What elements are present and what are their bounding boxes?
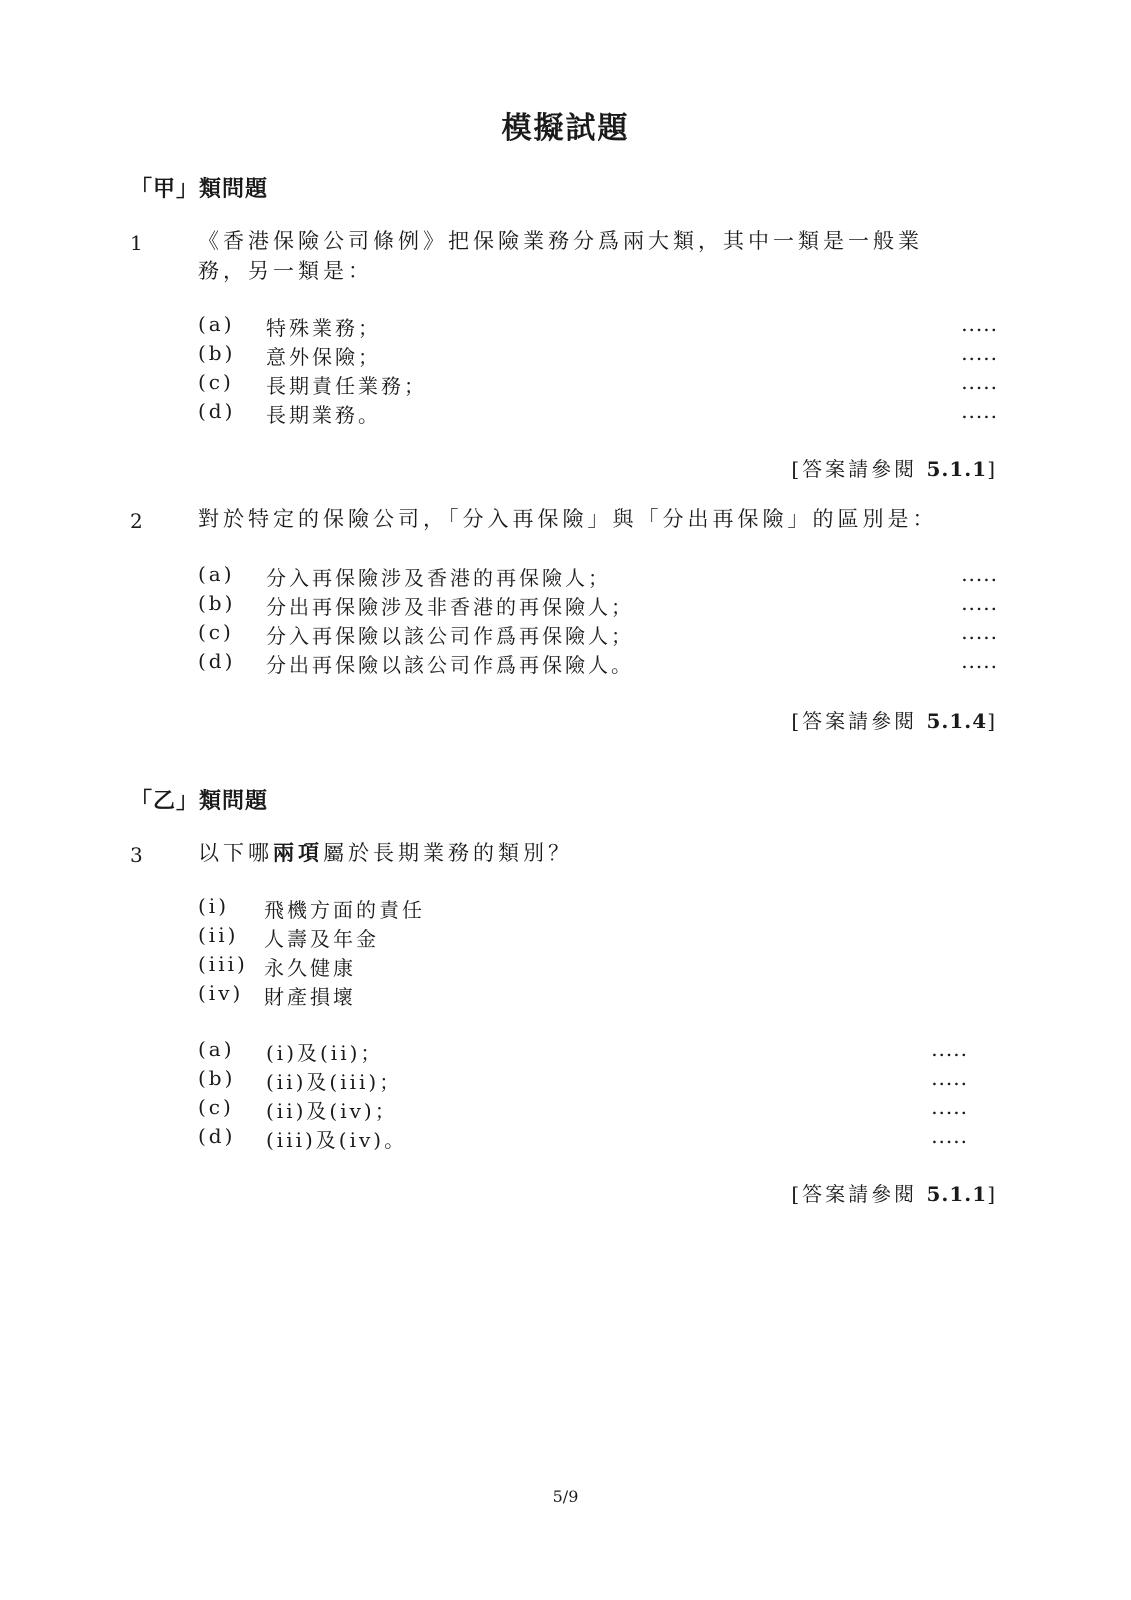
question-text	[198, 504, 998, 534]
reference-number: 5.1.4	[926, 709, 988, 733]
option-key: (b)	[198, 341, 236, 365]
answer-option	[198, 341, 998, 370]
reference-number: 5.1.1	[926, 1182, 988, 1206]
question-number: 3	[130, 843, 143, 867]
question-text-before: 以下哪	[198, 841, 273, 865]
question-text	[198, 226, 998, 286]
statement-key: (ii)	[198, 923, 239, 947]
question-text	[198, 838, 998, 868]
answer-option	[198, 370, 998, 399]
option-dots: .....	[961, 370, 998, 394]
statement-text: 飛機方面的責任	[264, 898, 425, 922]
option-dots: .....	[931, 1124, 968, 1148]
option-dots: .....	[961, 312, 998, 336]
option-dots: .....	[931, 1066, 968, 1090]
option-text: 分出再保險以該公司作爲再保險人。	[266, 653, 634, 677]
statement-text: 永久健康	[264, 956, 356, 980]
statement-text: 財產損壞	[264, 985, 356, 1009]
answer-reference	[791, 705, 998, 734]
answer-option	[198, 649, 998, 678]
option-key: (a)	[198, 562, 235, 586]
option-text: (ii)及(iv)；	[266, 1099, 398, 1123]
option-key: (a)	[198, 1037, 235, 1061]
reference-number: 5.1.1	[926, 457, 988, 481]
option-text: (ii)及(iii)；	[266, 1070, 403, 1094]
option-key: (c)	[198, 620, 234, 644]
option-text: 長期責任業務；	[266, 374, 427, 398]
option-dots: .....	[961, 649, 998, 673]
answer-option	[198, 1095, 968, 1124]
reference-suffix: ]	[987, 709, 998, 733]
option-text: 分入再保險以該公司作爲再保險人；	[266, 624, 634, 648]
question-text-line: 對於特定的保險公司，「分入再保險」與「分出再保險」的區別是：	[198, 507, 938, 531]
statement-key: (i)	[198, 894, 230, 918]
option-dots: .....	[961, 399, 998, 423]
answer-option	[198, 620, 998, 649]
option-dots: .....	[961, 341, 998, 365]
statement-text: 人壽及年金	[264, 927, 379, 951]
statement-key: (iv)	[198, 981, 244, 1005]
answer-option	[198, 399, 998, 428]
answer-option	[198, 312, 998, 341]
question-text-after: 屬於長期業務的類別？	[323, 841, 573, 865]
reference-prefix: [答案請參閱	[791, 457, 927, 481]
reference-suffix: ]	[987, 1182, 998, 1206]
option-text: 意外保險；	[266, 345, 381, 369]
option-text: 分入再保險涉及香港的再保險人；	[266, 566, 611, 590]
reference-prefix: [答案請參閱	[791, 1182, 927, 1206]
option-key: (b)	[198, 591, 236, 615]
question-text-line: 務，另一類是：	[198, 259, 373, 283]
answer-reference	[791, 1178, 998, 1207]
option-key: (d)	[198, 649, 236, 673]
option-key: (c)	[198, 1095, 234, 1119]
page-number: 5/9	[552, 1487, 579, 1506]
statement-key: (iii)	[198, 952, 248, 976]
option-text: 分出再保險涉及非香港的再保險人；	[266, 595, 634, 619]
option-dots: .....	[961, 620, 998, 644]
option-dots: .....	[961, 562, 998, 586]
page-title: 模擬試題	[501, 111, 630, 146]
question-number: 2	[130, 509, 143, 533]
option-text: (iii)及(iv)。	[266, 1128, 408, 1152]
option-key: (a)	[198, 312, 235, 336]
answer-option	[198, 1066, 968, 1095]
option-text: (i)及(ii)；	[266, 1041, 384, 1065]
option-key: (d)	[198, 1124, 236, 1148]
option-text: 長期業務。	[266, 403, 381, 427]
section-heading-a: 「甲」類問題	[130, 176, 269, 202]
reference-suffix: ]	[987, 457, 998, 481]
question-number: 1	[130, 231, 143, 255]
option-key: (d)	[198, 399, 236, 423]
option-key: (c)	[198, 370, 234, 394]
section-heading-b: 「乙」類問題	[130, 788, 269, 814]
reference-prefix: [答案請參閱	[791, 709, 927, 733]
option-dots: .....	[961, 591, 998, 615]
answer-option	[198, 562, 998, 591]
answer-option	[198, 1037, 968, 1066]
question-text-line: 《香港保險公司條例》把保險業務分爲兩大類，其中一類是一般業	[198, 229, 923, 253]
answer-option	[198, 591, 998, 620]
option-dots: .....	[931, 1095, 968, 1119]
question-text-emphasis: 兩項	[273, 840, 323, 865]
answer-option	[198, 1124, 968, 1153]
option-text: 特殊業務；	[266, 316, 381, 340]
option-dots: .....	[931, 1037, 968, 1061]
option-key: (b)	[198, 1066, 236, 1090]
answer-reference	[791, 453, 998, 482]
